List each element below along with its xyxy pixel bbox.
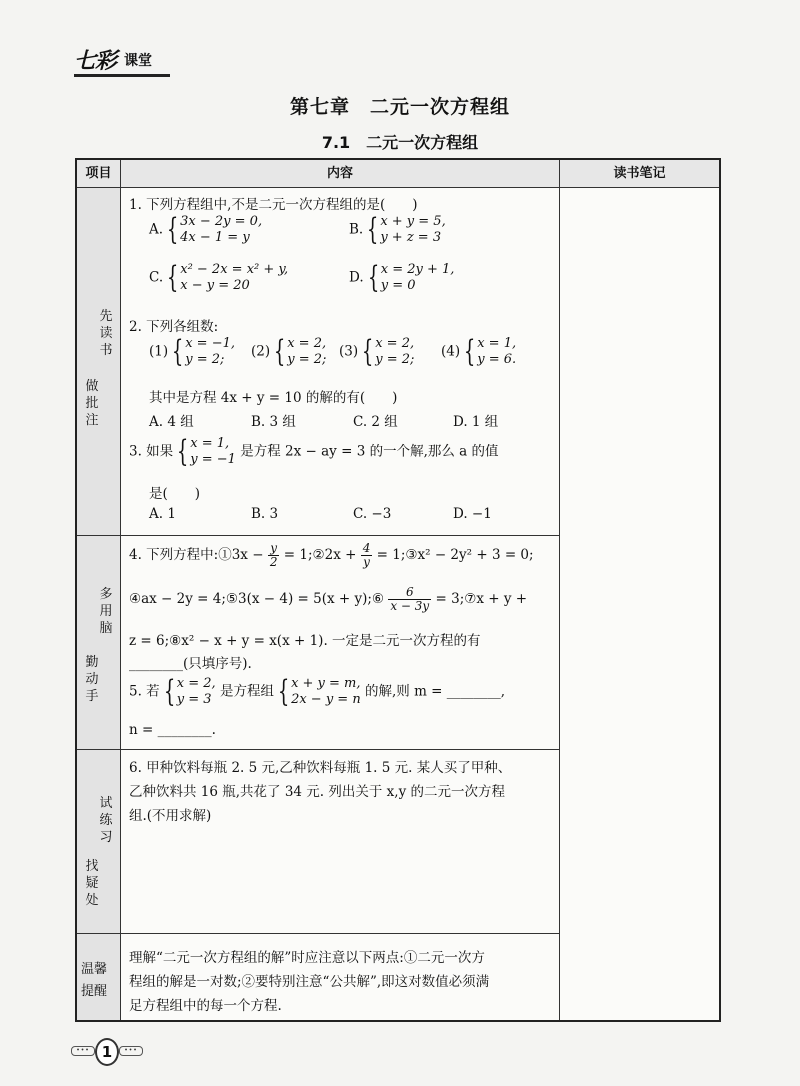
q5-line2: n = ________. <box>129 722 216 738</box>
brace-icon: { <box>361 334 374 369</box>
q2-g1-label: (1) <box>149 343 169 360</box>
content-think <box>121 536 559 749</box>
q2-g2-label: (2) <box>251 343 271 360</box>
q4-frac1-num: y <box>268 542 280 556</box>
content-practice <box>121 750 559 933</box>
q3-option-b: B. 3 <box>251 506 279 522</box>
brand-underline <box>74 74 170 77</box>
header-notes: 读书笔记 <box>560 160 719 187</box>
q5-line1 <box>129 676 505 708</box>
brace-icon: { <box>176 434 189 469</box>
q2-option-d: D. 1 组 <box>453 414 499 430</box>
brace-icon: { <box>166 212 179 247</box>
q5-sys-eq1: x + y = m, <box>291 676 361 691</box>
q2-g3-label: (3) <box>339 343 359 360</box>
side-label-think-col2: 勤 动 手 <box>85 655 99 704</box>
q4-l1-mid: = 1;②2x + <box>283 547 357 563</box>
q4-line4: ________(只填序号). <box>129 656 252 672</box>
brace-icon: { <box>277 674 290 709</box>
q2-g4-eq1: x = 1, <box>477 336 517 351</box>
q3-suffix: 是方程 2x − ay = 3 的一个解,那么 a 的值 <box>240 443 499 460</box>
decor-dots-left: ••• <box>71 1046 95 1056</box>
q2-group-2 <box>251 336 326 368</box>
q2-g3-eq2: y = 2; <box>375 352 415 367</box>
q1-a-label: A. <box>149 221 164 238</box>
q2-question: 其中是方程 4x + y = 10 的解的有( ) <box>149 390 398 406</box>
q5-mid: 是方程组 <box>219 683 274 700</box>
q2-option-a: A. 4 组 <box>149 414 194 430</box>
q5-suffix: 的解,则 m = ________, <box>365 683 506 700</box>
brace-icon: { <box>166 260 179 295</box>
q4-line3: z = 6;⑧x² − x + y = x(x + 1). 一定是二元一次方程的有 <box>129 633 481 649</box>
side-label-think <box>77 536 120 749</box>
q6-line3: 组.(不用求解) <box>129 808 212 824</box>
brace-icon: { <box>367 260 379 295</box>
q4-frac1-den: 2 <box>269 555 278 569</box>
q1-a-eq2: 4x − 1 = y <box>180 230 250 245</box>
q4-frac3-num: 6 <box>388 586 431 600</box>
q3-option-c: C. −3 <box>353 506 392 522</box>
q1-option-c <box>149 262 288 294</box>
q1-d-label: D. <box>349 269 364 286</box>
q1-b-eq1: x + y = 5, <box>380 214 446 229</box>
q3-eq1: x = 1, <box>190 436 230 451</box>
side-label-tip <box>77 934 120 1020</box>
q5-eq2: y = 3 <box>176 692 212 707</box>
q5-sys-eq2: 2x − y = n <box>291 692 361 707</box>
q3-prefix: 3. 如果 <box>129 443 174 460</box>
q4-line1 <box>129 542 534 569</box>
q2-group-3 <box>339 336 414 368</box>
study-table <box>75 158 721 1022</box>
q1-b-label: B. <box>349 221 364 238</box>
q4-frac2-num: 4 <box>362 541 371 555</box>
brand-suffix: 课堂 <box>124 53 152 69</box>
side-label-think-col1: 多 用 脑 <box>99 587 113 636</box>
q2-g2-eq1: x = 2, <box>287 336 327 351</box>
q2-stem: 2. 下列各组数: <box>129 319 219 335</box>
decor-dots-right: ••• <box>119 1046 143 1056</box>
q4-l1-suffix: = 1;③x² − 2y² + 3 = 0; <box>376 547 534 563</box>
tip-line3: 足方程组中的每一个方程. <box>129 998 282 1014</box>
side-label-practice-col2: 找 疑 处 <box>85 859 99 908</box>
side-label-tip-line2: 提醒 <box>81 984 108 999</box>
side-label-practice-col1: 试 练 习 <box>99 796 113 845</box>
q2-g4-label: (4) <box>441 343 461 360</box>
q2-g3-eq1: x = 2, <box>375 336 415 351</box>
q2-group-1 <box>149 336 235 368</box>
q1-option-d <box>349 262 454 294</box>
q4-line2 <box>129 586 527 613</box>
q1-c-label: C. <box>149 269 164 286</box>
q4-l1-prefix: 4. 下列方程中:①3x − <box>129 547 264 563</box>
brand-script: 七彩 <box>74 48 117 74</box>
q4-frac3 <box>388 586 431 613</box>
header-content: 内容 <box>121 160 559 187</box>
q4-l2-prefix: ④ax − 2y = 4;⑤3(x − 4) = 5(x + y);⑥ <box>129 591 385 607</box>
q6-line1: 6. 甲种饮料每瓶 2. 5 元,乙种饮料每瓶 1. 5 元. 某人买了甲种、 <box>129 760 512 776</box>
side-label-read-col2: 做 批 注 <box>85 379 99 428</box>
q2-g2-eq2: y = 2; <box>287 352 327 367</box>
brace-icon: { <box>273 334 286 369</box>
side-label-read-col1: 先 读 书 <box>99 309 113 358</box>
q3-line1 <box>129 436 499 468</box>
q1-stem: 1. 下列方程组中,不是二元一次方程组的是( ) <box>129 197 418 213</box>
q2-group-4 <box>441 336 516 368</box>
brace-icon: { <box>367 212 379 247</box>
chapter-title: 第七章 二元一次方程组 <box>289 96 510 118</box>
brace-icon: { <box>163 674 175 709</box>
notes-column <box>560 188 719 1020</box>
q2-option-b: B. 3 组 <box>251 414 296 430</box>
q2-g1-eq1: x = −1, <box>185 336 236 351</box>
q2-g1-eq2: y = 2; <box>185 352 225 367</box>
q3-eq2: y = −1 <box>190 452 236 467</box>
q5-eq1: x = 2, <box>176 676 216 691</box>
q6-line2: 乙种饮料共 16 瓶,共花了 34 元. 列出关于 x,y 的二元一次方程 <box>129 784 506 800</box>
q1-c-eq2: x − y = 20 <box>180 278 250 293</box>
content-tip <box>121 934 559 1020</box>
side-label-practice <box>77 750 120 933</box>
header-item: 项目 <box>77 160 120 187</box>
q1-a-eq1: 3x − 2y = 0, <box>180 214 263 229</box>
q5-prefix: 5. 若 <box>129 683 160 700</box>
q1-d-eq1: x = 2y + 1, <box>380 262 455 277</box>
q4-frac2 <box>361 542 373 569</box>
brace-icon: { <box>463 334 476 369</box>
q4-l2-suffix: = 3;⑦x + y + <box>435 591 528 607</box>
page-number: 1 <box>95 1038 119 1066</box>
brace-icon: { <box>171 334 184 369</box>
q4-frac1 <box>268 542 280 569</box>
q2-option-c: C. 2 组 <box>353 414 398 430</box>
brand-logo <box>74 44 170 80</box>
q1-b-eq2: y + z = 3 <box>380 230 442 245</box>
q3-option-d: D. −1 <box>453 506 492 522</box>
section-title: 7.1 二元一次方程组 <box>321 133 479 152</box>
q4-frac2-den: y <box>363 555 370 569</box>
tip-line1: 理解“二元一次方程组的解”时应注意以下两点:①二元一次方 <box>129 950 485 966</box>
side-label-read <box>77 188 120 535</box>
q1-c-eq1: x² − 2x = x² + y, <box>180 262 289 277</box>
tip-line2: 程组的解是一对数;②要特别注意“公共解”,即这对数值必须满 <box>129 974 490 990</box>
q2-g4-eq2: y = 6. <box>477 352 517 367</box>
page-number-badge <box>65 1038 147 1064</box>
q3-option-a: A. 1 <box>149 506 176 522</box>
content-read <box>121 188 559 535</box>
side-label-tip-line1: 温馨 <box>81 962 108 977</box>
q1-option-b <box>349 214 446 246</box>
q3-line2: 是( ) <box>149 486 201 502</box>
q4-frac3-den: x − 3y <box>390 599 430 613</box>
q1-option-a <box>149 214 262 246</box>
q1-d-eq2: y = 0 <box>380 278 416 293</box>
